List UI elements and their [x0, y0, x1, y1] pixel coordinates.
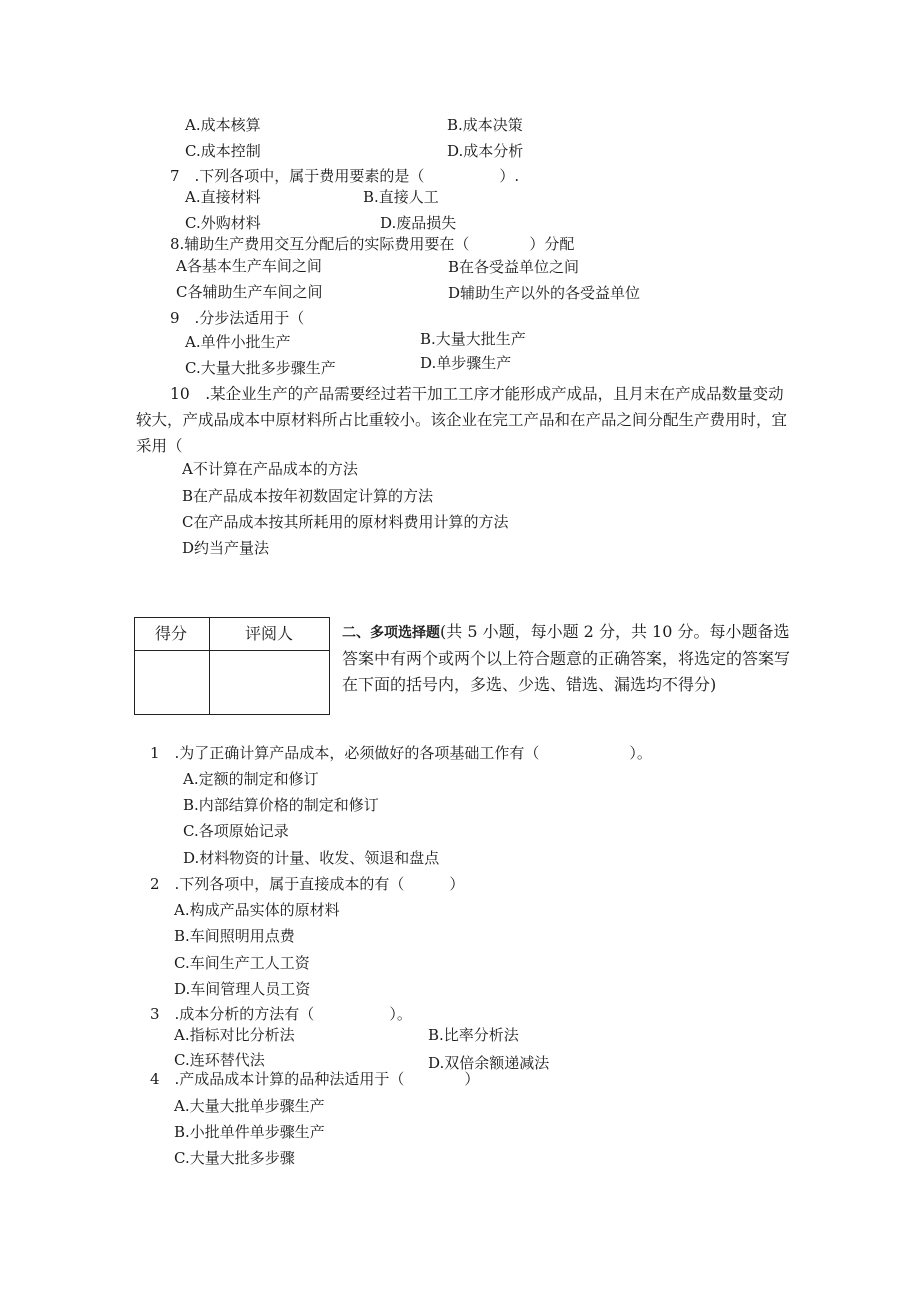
q6-option-b: B.成本决策 [447, 116, 523, 134]
mq2-option-b: B.车间照明用点费 [174, 927, 295, 945]
q10-option-d: D约当产量法 [182, 539, 270, 557]
q6-option-d: D.成本分析 [447, 142, 524, 160]
q8-option-b: B在各受益单位之间 [448, 258, 580, 276]
q8-option-c: C各辅助生产车间之间 [176, 283, 323, 301]
mq3-option-d: D.双倍余额递减法 [428, 1054, 550, 1072]
mq1-option-b: B.内部结算价格的制定和修订 [183, 796, 379, 814]
mq2-option-d: D.车间管理人员工资 [174, 980, 311, 998]
table-divider-vertical [209, 618, 210, 714]
score-header: 得分 [155, 624, 188, 643]
mq1-option-d: D.材料物资的计量、收发、领退和盘点 [183, 849, 440, 867]
q10-option-c: C在产品成本按其所耗用的原材料费用计算的方法 [182, 513, 509, 531]
mq3-option-a: A.指标对比分析法 [174, 1026, 295, 1044]
section-description: (共 5 小题，每小题 2 分，共 10 分。每小题备选答案中有两个或两个以上符合题意的正确答案，将选定的答案写在下面的括号内，多选、少选、错选、漏选均不得分) [342, 622, 791, 694]
q9-option-c: C.大量大批多步骤生产 [185, 359, 336, 377]
mq3-option-c: C.连环替代法 [174, 1051, 265, 1069]
mq3-stem: 3 .成本分析的方法有（ ）。 [150, 1005, 412, 1023]
table-divider-horizontal [135, 650, 329, 651]
reviewer-header: 评阅人 [245, 624, 294, 643]
mq4-option-a: A.大量大批单步骤生产 [174, 1097, 325, 1115]
mq3-option-b: B.比率分析法 [428, 1026, 519, 1044]
mq1-option-c: C.各项原始记录 [183, 822, 289, 840]
mq4-stem: 4 .产成品成本计算的品种法适用于（ ） [150, 1070, 480, 1088]
q8-option-a: A各基本生产车间之间 [176, 257, 322, 275]
q9-stem: 9 .分步法适用于（ [170, 309, 305, 327]
q7-option-b: B.直接人工 [363, 188, 439, 206]
q7-option-a: A.直接材料 [185, 188, 261, 206]
section-heading [342, 619, 802, 698]
q10-option-b: B在产品成本按年初数固定计算的方法 [182, 487, 434, 505]
mq2-stem: 2 .下列各项中，属于直接成本的有（ ） [150, 875, 465, 893]
mq2-option-c: C.车间生产工人工资 [174, 954, 310, 972]
q9-option-d: D.单步骤生产 [420, 354, 512, 372]
q7-stem: 7 .下列各项中，属于费用要素的是（ ）. [170, 167, 520, 185]
mq2-option-a: A.构成产品实体的原材料 [174, 901, 340, 919]
mq1-option-a: A.定额的制定和修订 [183, 770, 319, 788]
q7-option-c: C.外购材料 [185, 214, 261, 232]
q10-option-a: A不计算在产品成本的方法 [182, 460, 358, 478]
section-title: 二、多项选择题 [342, 625, 440, 641]
q6-option-c: C.成本控制 [185, 142, 261, 160]
mq4-option-c: C.大量大批多步骤 [174, 1149, 295, 1167]
q9-option-b: B.大量大批生产 [420, 330, 526, 348]
mq4-option-b: B.小批单件单步骤生产 [174, 1123, 325, 1141]
score-table [134, 617, 330, 715]
q8-option-d: D辅助生产以外的各受益单位 [448, 284, 641, 302]
mq1-stem: 1 .为了正确计算产品成本，必须做好的各项基础工作有（ ）。 [150, 744, 652, 762]
q6-option-a: A.成本核算 [185, 116, 261, 134]
q10-stem: 10 .某企业生产的产品需要经过若干加工工序才能形成产成品，且月末在产成品数量变动较大，产成品成本中原材料所占比重较小。该企业在完工产品和在产品之间分配生产费用时，宜采用（ [136, 385, 788, 455]
q7-option-d: D.废品损失 [380, 214, 457, 232]
q8-stem: 8.辅助生产费用交互分配后的实际费用要在（ ）分配 [170, 235, 575, 253]
q9-option-a: A.单件小批生产 [185, 333, 291, 351]
